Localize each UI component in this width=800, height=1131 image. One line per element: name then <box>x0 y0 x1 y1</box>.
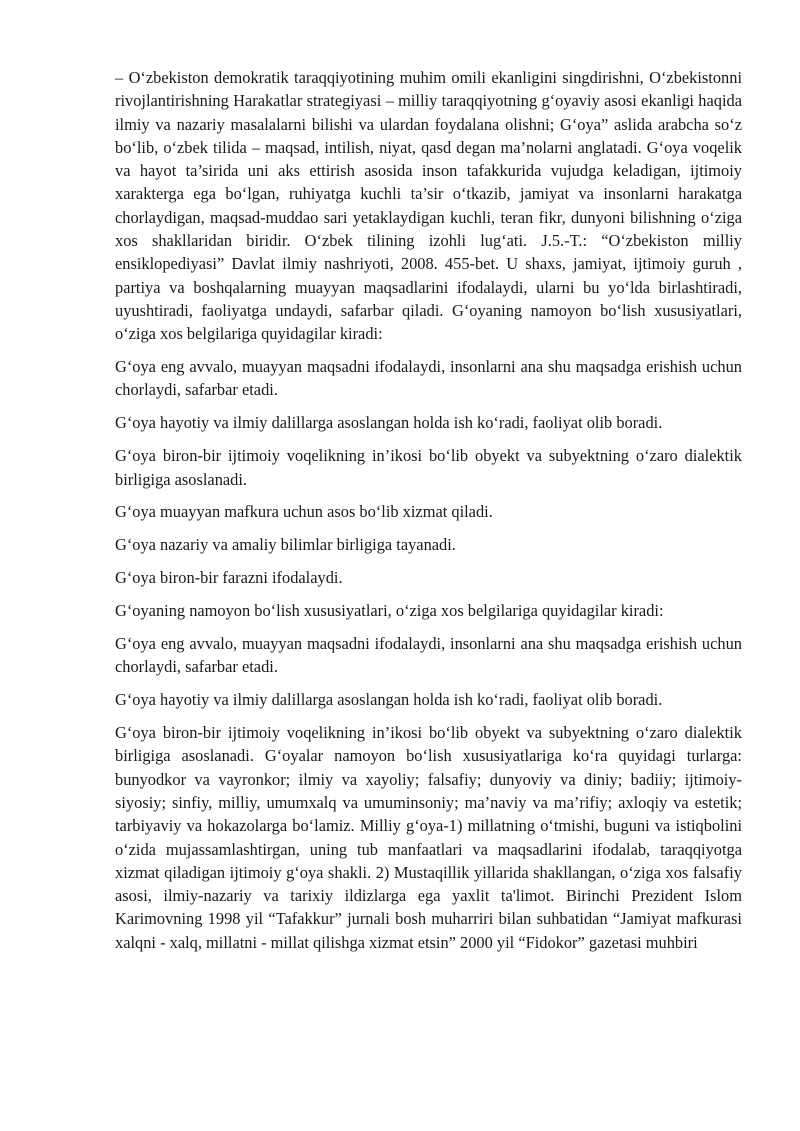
document-page <box>115 66 742 964</box>
paragraph-item: G‘oya eng avvalo, muayyan maqsadni ifodalaydi, insonlarni ana shu maqsadga erishish uchun chorlaydi, safarbar etadi. <box>115 633 742 677</box>
paragraph-item: G‘oya hayotiy va ilmiy dalillarga asoslangan holda ish ko‘radi, faoliyat olib boradi. <box>115 690 663 710</box>
paragraph-item: G‘oya hayotiy va ilmiy dalillarga asoslangan holda ish ko‘radi, faoliyat olib boradi. <box>115 413 663 433</box>
paragraph-item: G‘oya nazariy va amaliy bilimlar birligiga tayanadi. <box>115 535 456 555</box>
paragraph-body: G‘oya biron-bir ijtimoiy voqelikning in’ikosi bo‘lib obyekt va subyektning o‘zaro dialektik birligiga asoslanadi. G‘oyalar namoyon bo‘lish xususiyatlariga ko‘ra quyidagi turlarga: bunyodkor va vayronkor; ilmiy va xayoliy; falsafiy; dunyoviy va diniy; badiiy; ijtimoiy-siyosiy; sinfiy, milliy, umumxalq va umuminsoniy; ma’naviy va ma’rifiy; axloqiy va estetik; tarbiyaviy va hokazolarga bo‘lamiz. Milliy g‘oya-1) millatning o‘tmishi, buguni va istiqbolini o‘zida mujassamlashtirgan, uning tub manfaatlari va maqsadlarini ifodalab, taraqqiyotga xizmat qiladigan ijtimoiy g‘oya shakli. 2) Mustaqillik yillarida shakllangan, o‘ziga xos falsafiy asosi, ilmiy-nazariy va tarixiy ildizlarga ega yaxlit ta'limot. Birinchi Prezident Islom Karimovning 1998 yil “Tafakkur” jurnali bosh muharriri bilan suhbatidan “Jamiyat mafkurasi xalqni - xalq, millatni - millat qilishga xizmat etsin” 2000 yil “Fidokor” gazetasi muhbiri <box>115 723 742 952</box>
paragraph-item: G‘oya eng avvalo, muayyan maqsadni ifodalaydi, insonlarni ana shu maqsadga erishish uchun chorlaydi, safarbar etadi. <box>115 357 742 400</box>
paragraph-heading: G‘oyaning namoyon bo‘lish xususiyatlari, o‘ziga xos belgilariga quyidagilar kiradi: <box>115 601 664 621</box>
paragraph-intro: – O‘zbekiston demokratik taraqqiyotining muhim omili ekanligini singdirishni, O‘zbekistonni rivojlantirishning Harakatlar strategiyasi – milliy taraqqiyotning g‘oyaviy asosi ekanligi haqida ilmiy va nazariy masalalarni bilishi va ulardan foydalana olishni; G‘oya” aslida arabcha so‘z bo‘lib, o‘zbek tilida – maqsad, intilish, niyat, qasd degan ma’nolarni anglatadi. G‘oya voqelik va hayot ta’sirida uni aks ettirish asosida inson tafakkurida vujudga keladigan, ijtimoiy xarakterga ega bo‘lgan, ruhiyatga kuchli ta’sir o‘tkazib, jamiyat va insonlarni harakatga chorlaydigan, maqsad-muddao sari yetaklaydigan kuchli, teran fikr, dunyoni bilishning o‘ziga xos shakllaridan biridir. O‘zbek tilining izohli lug‘ati. J.5.-T.: “O‘zbekiston milliy ensiklopediyasi” Davlat ilmiy nashriyoti, 2008. 455-bet. U shaxs, jamiyat, ijtimoiy guruh , partiya va boshqalarning muayyan maqsadlarini ifodalaydi, ularni bu yo‘lda birlashtiradi, uyushtiradi, faoliyatga undaydi, safarbar qiladi. G‘oyaning namoyon bo‘lish xususiyatlari, o‘ziga xos belgilariga quyidagilar kiradi: <box>115 68 742 344</box>
paragraph-item: G‘oya biron-bir ijtimoiy voqelikning in’ikosi bo‘lib obyekt va subyektning o‘zaro dialektik birligiga asoslanadi. <box>115 446 742 489</box>
paragraph-item: G‘oya biron-bir farazni ifodalaydi. <box>115 568 343 588</box>
paragraph-item: G‘oya muayyan mafkura uchun asos bo‘lib xizmat qiladi. <box>115 502 493 522</box>
